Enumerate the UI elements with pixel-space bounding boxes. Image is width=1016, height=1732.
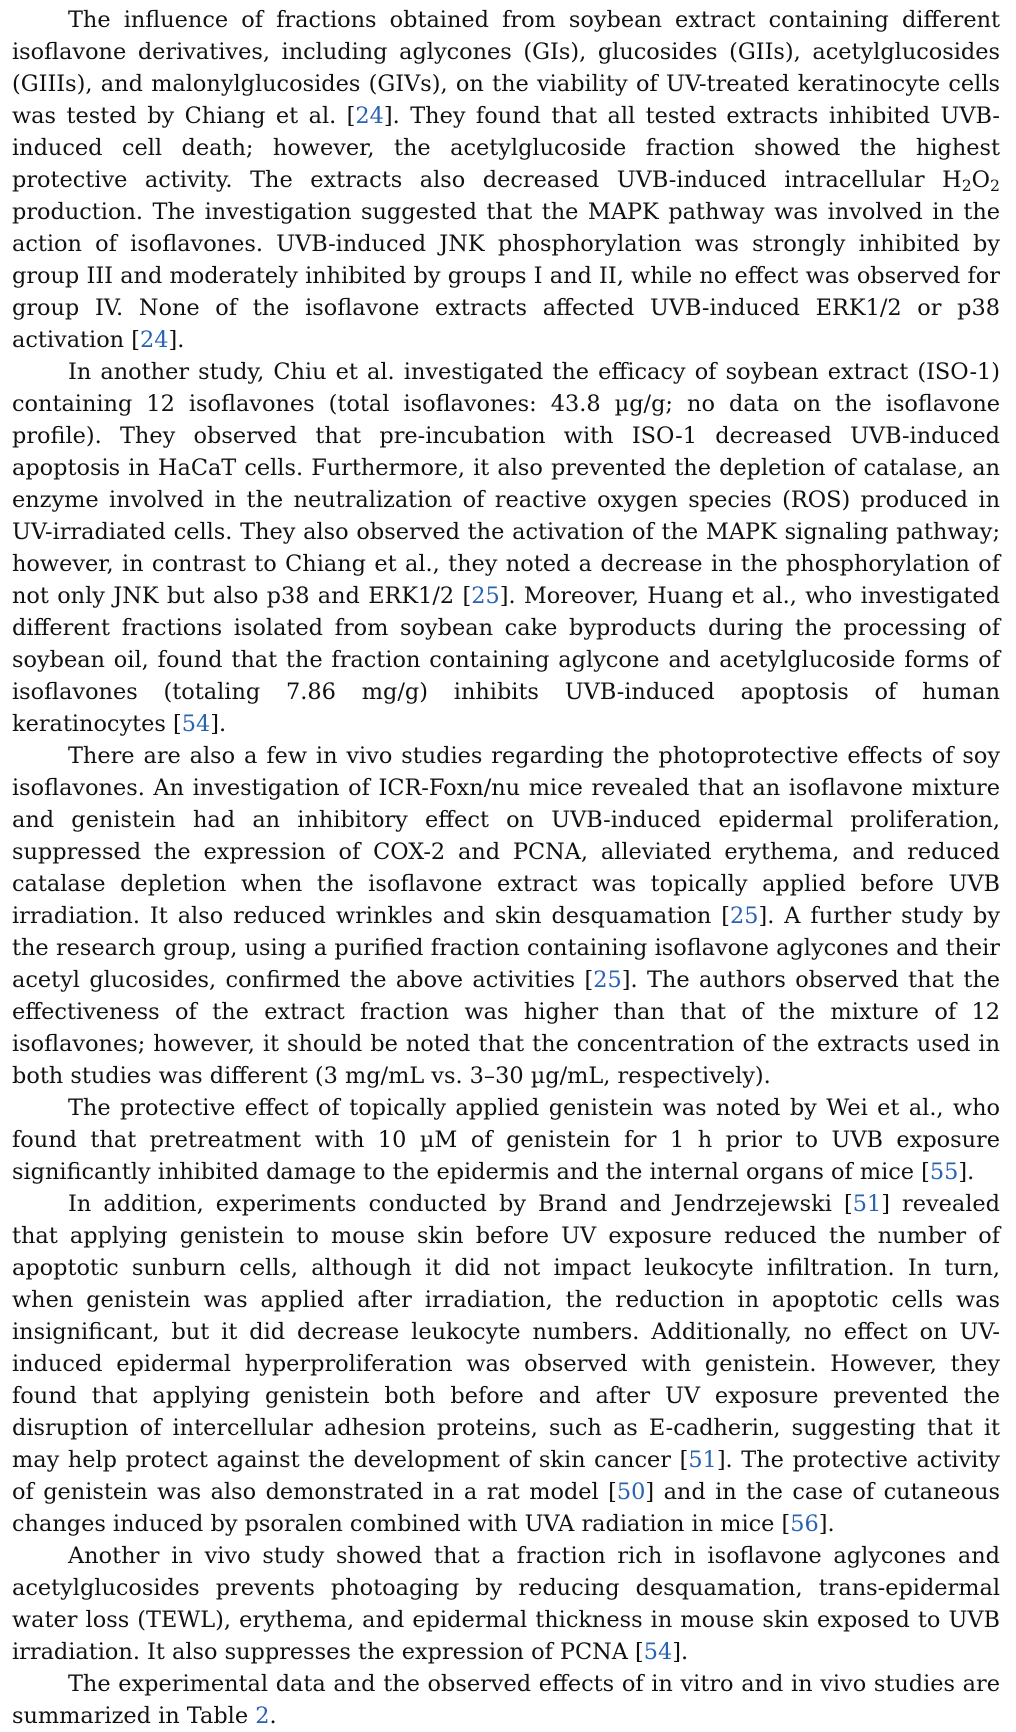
text-run: ]. Moreover, Huang et al., who investigated different fractions isolated from soybean cake byproducts during the processing of soybean oil, found that the fraction containing aglycone and acetylglucoside forms of isoflavones (totaling 7.86 mg/g) inhibits UVB-induced apoptosis of human keratinocytes [	[12, 583, 1000, 737]
text-run: ].	[958, 1159, 975, 1185]
text-run: In addition, experiments conducted by Brand and Jendrzejewski [	[68, 1191, 853, 1217]
paragraph	[12, 1188, 1000, 1540]
citation-link[interactable]: 2	[255, 1703, 270, 1729]
subscript: 2	[990, 175, 1000, 195]
text-run: ] revealed that applying genistein to mouse skin before UV exposure reduced the number of apoptotic sunburn cells, although it did not impact leukocyte infiltration. In turn, when genistein was applied after irradiation, the reduction in apoptotic cells was insignificant, but it did decrease leukocyte numbers. Additionally, no effect on UV-induced epidermal hyperproliferation was observed with genistein. However, they found that applying genistein both before and after UV exposure prevented the disruption of intercellular adhesion proteins, such as E-cadherin, suggesting that it may help protect against the development of skin cancer [	[12, 1191, 1000, 1473]
paragraph	[12, 4, 1000, 356]
text-run: production. The investigation suggested that the MAPK pathway was involved in the action of isoflavones. UVB-induced JNK phosphorylation was strongly inhibited by group III and moderately inhibited by groups I and II, while no effect was observed for group IV. None of the isoflavone extracts affected UVB-induced ERK1/2 or p38 activation [	[12, 199, 1000, 353]
paragraph	[12, 740, 1000, 1092]
citation-link[interactable]: 25	[593, 967, 622, 993]
text-run: ].	[672, 1639, 689, 1665]
text-run: Another in vivo study showed that a fraction rich in isoflavone aglycones and acetylglucosides prevents photoaging by reducing desquamation, trans-epidermal water loss (TEWL), erythema, and epidermal thickness in mouse skin exposed to UVB irradiation. It also suppresses the expression of PCNA [	[12, 1543, 1000, 1665]
paragraph	[12, 1092, 1000, 1188]
paragraph	[12, 1668, 1000, 1732]
citation-link[interactable]: 56	[790, 1511, 819, 1537]
citation-link[interactable]: 54	[643, 1639, 673, 1665]
text-run: The protective effect of topically applied genistein was noted by Wei et al., who found that pretreatment with 10 µM of genistein for 1 h prior to UVB exposure significantly inhibited damage to the epidermis and the internal organs of mice [	[12, 1095, 1000, 1185]
text-run: .	[269, 1703, 277, 1729]
paragraph	[12, 1540, 1000, 1668]
citation-link[interactable]: 54	[181, 711, 211, 737]
citation-link[interactable]: 50	[616, 1479, 646, 1505]
text-run: In another study, Chiu et al. investigated the efficacy of soybean extract (ISO-1) containing 12 isoflavones (total isoflavones: 43.8 µg/g; no data on the isoflavone profile). They observed that pre-incubation with ISO-1 decreased UVB-induced apoptosis in HaCaT cells. Furthermore, it also prevented the depletion of catalase, an enzyme involved in the neutralization of reactive oxygen species (ROS) produced in UV-irradiated cells. They also observed the activation of the MAPK signaling pathway; however, in contrast to Chiang et al., they noted a decrease in the phosphorylation of not only JNK but also p38 and ERK1/2 [	[12, 359, 1000, 609]
text-run: O	[971, 167, 991, 193]
text-run: ]. They found that all tested extracts inhibited UVB-induced cell death; however, the acetylglucoside fraction showed the highest protective activity. The extracts also decreased UVB-induced intracellular H	[12, 103, 1000, 193]
paragraph	[12, 356, 1000, 740]
text-run: ]. The authors observed that the effectiveness of the extract fraction was higher than that of the mixture of 12 isoflavones; however, it should be noted that the concentration of the extracts used in both studies was different (3 mg/mL vs. 3–30 µg/mL, respectively).	[12, 967, 1000, 1089]
body-text	[12, 4, 1000, 1732]
text-run: The influence of fractions obtained from soybean extract containing different isoflavone derivatives, including aglycones (GIs), glucosides (GIIs), acetylglucosides (GIIIs), and malonylglucosides (GIVs), on the viability of UV-treated keratinocyte cells was tested by Chiang et al. [	[12, 7, 1000, 129]
citation-link[interactable]: 51	[688, 1447, 717, 1473]
citation-link[interactable]: 25	[471, 583, 500, 609]
text-run: ] and in the case of cutaneous changes induced by psoralen combined with UVA radiation in mice [	[12, 1479, 1001, 1537]
citation-link[interactable]: 51	[852, 1191, 882, 1217]
text-run: ].	[818, 1511, 835, 1537]
subscript: 2	[961, 175, 972, 195]
text-run: ].	[168, 327, 185, 353]
text-run: There are also a few in vivo studies regarding the photoprotective effects of soy isoflavones. An investigation of ICR-Foxn/nu mice revealed that an isoflavone mixture and genistein had an inhibitory effect on UVB-induced epidermal proliferation, suppressed the expression of COX-2 and PCNA, alleviated erythema, and reduced catalase depletion when the isoflavone extract was topically applied before UVB irradiation. It also reduced wrinkles and skin desquamation [	[12, 743, 1000, 929]
citation-link[interactable]: 55	[929, 1159, 959, 1185]
citation-link[interactable]: 24	[139, 327, 169, 353]
text-run: ]. The protective activity of genistein was also demonstrated in a rat model [	[12, 1447, 1000, 1505]
text-run: ]. A further study by the research group, using a purified fraction containing isoflavone aglycones and their acetyl glucosides, confirmed the above activities [	[12, 903, 1000, 993]
text-run: The experimental data and the observed effects of in vitro and in vivo studies are summarized in Table	[12, 1671, 1000, 1729]
citation-link[interactable]: 24	[355, 103, 384, 129]
citation-link[interactable]: 25	[729, 903, 759, 929]
text-run: ].	[210, 711, 227, 737]
